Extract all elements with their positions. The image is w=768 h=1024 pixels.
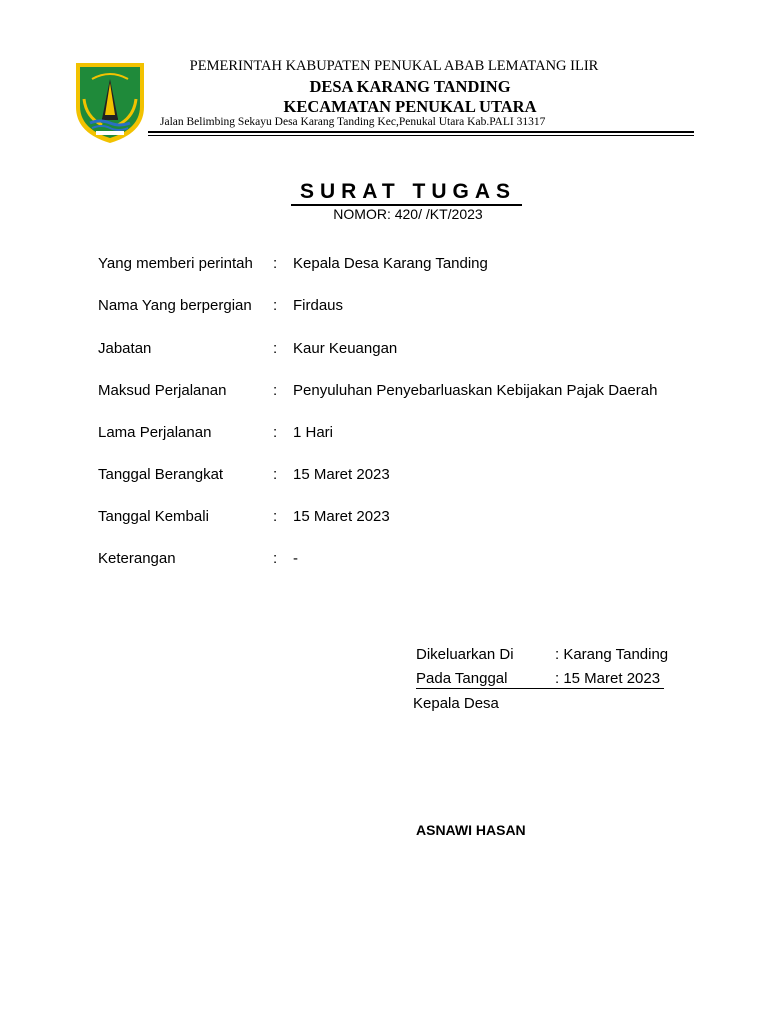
header-government: PEMERINTAH KABUPATEN PENUKAL ABAB LEMATANG ILIR xyxy=(189,58,599,74)
field-value: Firdaus xyxy=(293,297,344,314)
issue-date-underline xyxy=(416,688,664,689)
field-value: 1 Hari xyxy=(293,424,334,441)
field-label: Jabatan xyxy=(98,340,152,357)
field-label: Lama Perjalanan xyxy=(98,424,212,441)
field-colon: : xyxy=(273,424,278,441)
field-colon: : xyxy=(273,550,278,567)
signer-name: ASNAWI HASAN xyxy=(416,822,526,838)
field-value: Kaur Keuangan xyxy=(293,340,398,357)
document-title: SURAT TUGAS xyxy=(299,180,517,203)
field-label: Tanggal Berangkat xyxy=(98,466,224,483)
field-label: Nama Yang berpergian xyxy=(98,297,252,314)
issue-date-label: Pada Tanggal xyxy=(416,670,508,687)
field-value: - xyxy=(293,550,298,567)
field-colon: : xyxy=(273,508,278,525)
header-divider-thick xyxy=(148,131,694,133)
header-district: KECAMATAN PENUKAL UTARA xyxy=(283,97,537,116)
field-label: Tanggal Kembali xyxy=(98,508,209,525)
document-number: NOMOR: 420/ /KT/2023 xyxy=(333,206,483,222)
header-village: DESA KARANG TANDING xyxy=(309,77,511,96)
field-value: Kepala Desa Karang Tanding xyxy=(293,255,488,272)
field-label: Maksud Perjalanan xyxy=(98,382,227,399)
field-value: Penyuluhan Penyebarluaskan Kebijakan Pajak Daerah xyxy=(293,382,658,399)
issue-date-value: : 15 Maret 2023 xyxy=(555,670,661,687)
field-colon: : xyxy=(273,466,278,483)
header-divider-thin xyxy=(148,135,694,136)
field-colon: : xyxy=(273,297,278,314)
field-colon: : xyxy=(273,340,278,357)
district-seal-logo xyxy=(72,57,148,145)
field-value: 15 Maret 2023 xyxy=(293,508,390,525)
field-value: 15 Maret 2023 xyxy=(293,466,390,483)
field-label: Yang memberi perintah xyxy=(98,255,253,272)
field-colon: : xyxy=(273,255,278,272)
field-label: Keterangan xyxy=(98,550,176,567)
header-address: Jalan Belimbing Sekayu Desa Karang Tanding Kec,Penukal Utara Kab.PALI 31317 xyxy=(160,116,546,128)
issued-at-label: Dikeluarkan Di xyxy=(416,646,514,663)
issued-at-value: : Karang Tanding xyxy=(555,646,669,663)
signer-position: Kepala Desa xyxy=(413,695,499,712)
field-colon: : xyxy=(273,382,278,399)
